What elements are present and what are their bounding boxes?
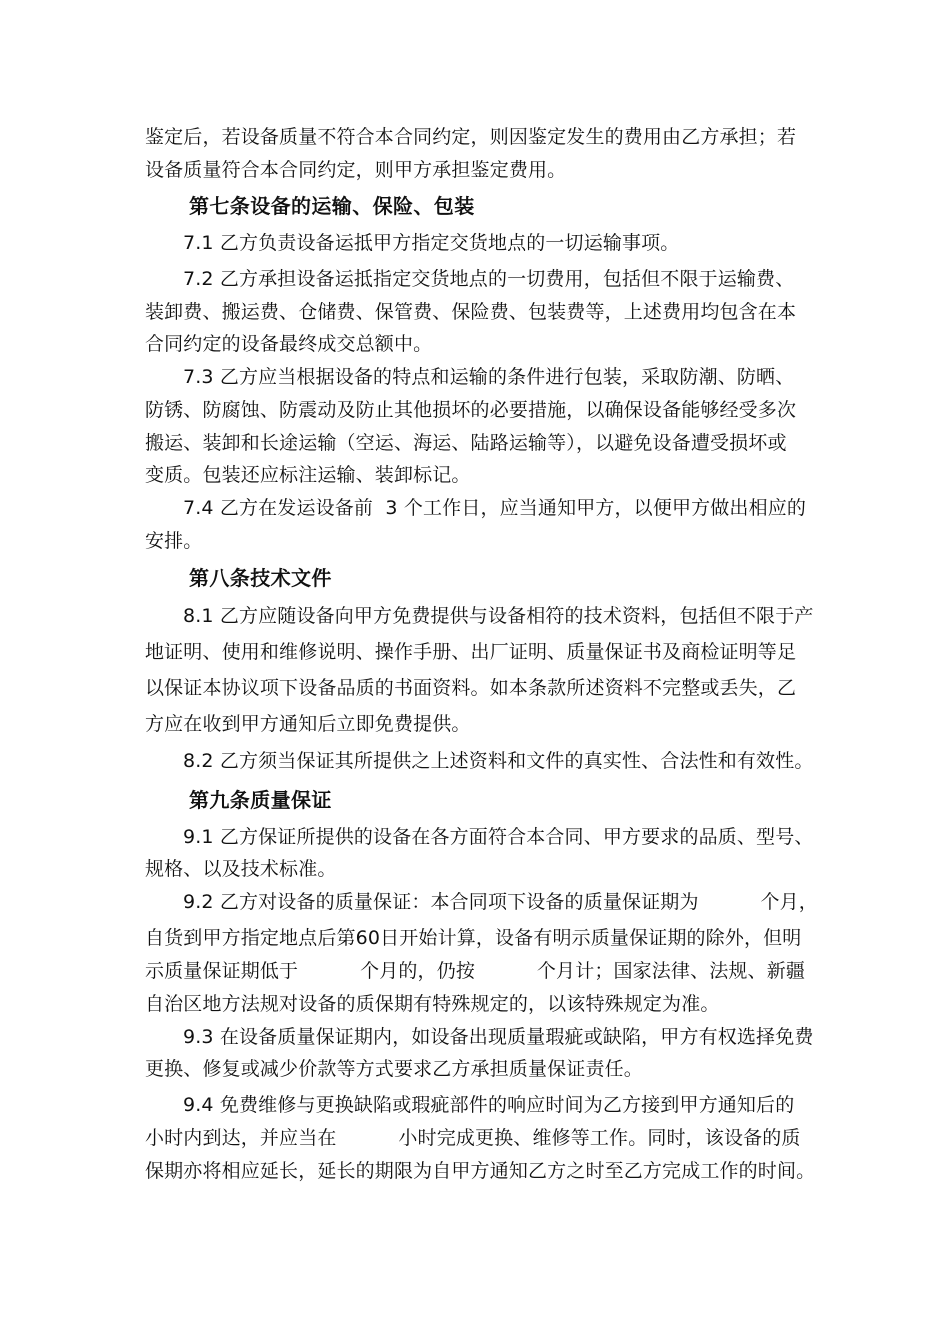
paragraph-line: 方应在收到甲方通知后立即免费提供。 xyxy=(145,713,471,735)
paragraph-line: 小时内到达，并应当在 小时完成更换、维修等工作。同时，该设备的质 xyxy=(145,1127,801,1149)
paragraph-line: 保期亦将相应延长，延长的期限为自甲方通知乙方之时至乙方完成工作的时间。 xyxy=(145,1160,816,1182)
paragraph-line: 自治区地方法规对设备的质保期有特殊规定的，以该特殊规定为准。 xyxy=(145,993,720,1015)
paragraph-line: 8.2 乙方须当保证其所提供之上述资料和文件的真实性、合法性和有效性。 xyxy=(183,750,814,772)
paragraph-line: 装卸费、搬运费、仓储费、保管费、保险费、包装费等，上述费用均包含在本 xyxy=(145,301,797,323)
paragraph-line: 合同约定的设备最终成交总额中。 xyxy=(145,333,433,355)
paragraph-line: 9.2 乙方对设备的质量保证：本合同项下设备的质量保证期为 个月， xyxy=(183,891,818,913)
paragraph-line: 7.2 乙方承担设备运抵指定交货地点的一切费用，包括但不限于运输费、 xyxy=(183,268,795,290)
paragraph-line: 搬运、装卸和长途运输（空运、海运、陆路运输等），以避免设备遭受损坏或 xyxy=(145,432,787,454)
paragraph-line: 9.3 在设备质量保证期内，如设备出现质量瑕疵或缺陷，甲方有权选择免费 xyxy=(183,1026,814,1048)
paragraph-line: 地证明、使用和维修说明、操作手册、出厂证明、质量保证书及商检证明等足 xyxy=(145,641,797,663)
section-heading-8: 第八条技术文件 xyxy=(189,566,332,590)
section-heading-9: 第九条质量保证 xyxy=(189,788,332,812)
paragraph-line: 安排。 xyxy=(145,530,203,552)
paragraph-line: 7.4 乙方在发运设备前 3 个工作日，应当通知甲方，以便甲方做出相应的 xyxy=(183,497,807,519)
paragraph-line: 以保证本协议项下设备品质的书面资料。如本条款所述资料不完整或丢失，乙 xyxy=(145,677,797,699)
paragraph-line: 示质量保证期低于 个月的，仍按 个月计；国家法律、法规、新疆 xyxy=(145,960,805,982)
paragraph-line: 8.1 乙方应随设备向甲方免费提供与设备相符的技术资料，包括但不限于产 xyxy=(183,605,814,627)
paragraph-line: 7.1 乙方负责设备运抵甲方指定交货地点的一切运输事项。 xyxy=(183,232,680,254)
paragraph-line: 防锈、防腐蚀、防震动及防止其他损坏的必要措施，以确保设备能够经受多次 xyxy=(145,399,797,421)
paragraph-line: 鉴定后，若设备质量不符合本合同约定，则因鉴定发生的费用由乙方承担；若 xyxy=(145,126,797,148)
paragraph-line: 更换、修复或减少价款等方式要求乙方承担质量保证责任。 xyxy=(145,1058,643,1080)
paragraph-line: 设备质量符合本合同约定，则甲方承担鉴定费用。 xyxy=(145,159,567,181)
paragraph-line: 9.1 乙方保证所提供的设备在各方面符合本合同、甲方要求的品质、型号、 xyxy=(183,826,814,848)
paragraph-line: 7.3 乙方应当根据设备的特点和运输的条件进行包装，采取防潮、防晒、 xyxy=(183,366,795,388)
section-heading-7: 第七条设备的运输、保险、包装 xyxy=(189,194,475,218)
paragraph-line: 变质。包装还应标注运输、装卸标记。 xyxy=(145,464,471,486)
paragraph-line: 规格、以及技术标准。 xyxy=(145,858,337,880)
paragraph-line: 9.4 免费维修与更换缺陷或瑕疵部件的响应时间为乙方接到甲方通知后的 xyxy=(183,1094,795,1116)
paragraph-line: 自货到甲方指定地点后第60日开始计算，设备有明示质量保证期的除外，但明 xyxy=(145,927,802,949)
